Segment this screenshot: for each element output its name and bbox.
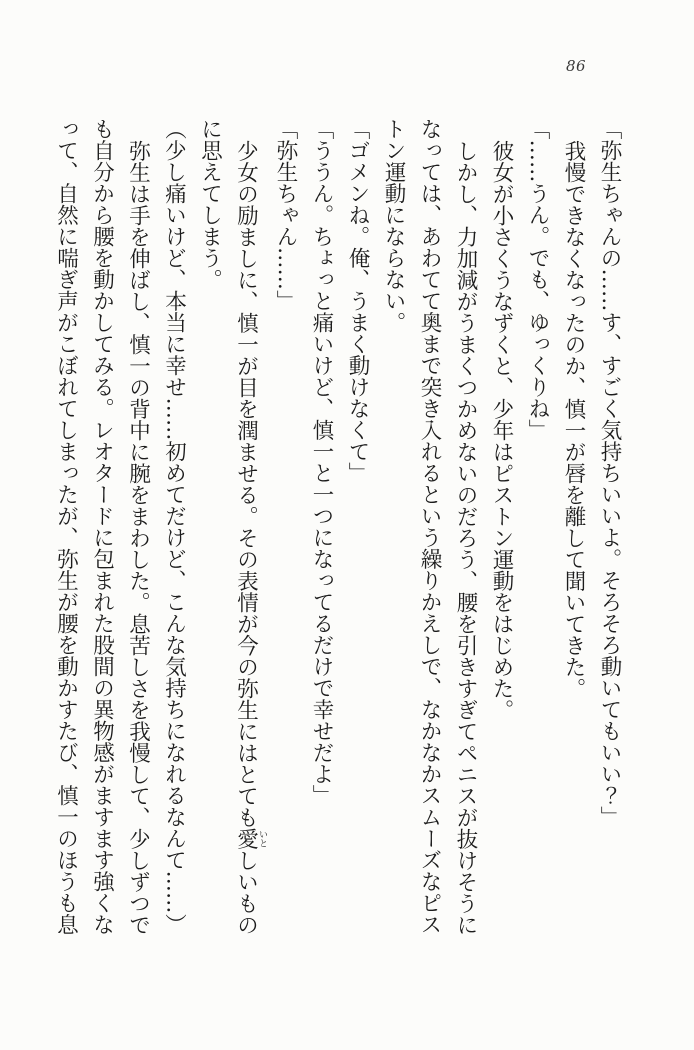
paragraph-narration-2: 彼女が小さくうなずくと、少年はピストン運動をはじめた。 <box>489 139 514 720</box>
ruby-base: 愛 <box>233 827 259 849</box>
paragraph-narration-1: 我慢できなくなったのか、慎一が唇を離して聞いてきた。 <box>561 139 586 699</box>
paragraph-dialogue-3: 「ゴメンね。俺、うまく動けなくて」 <box>345 118 370 484</box>
page-number: 86 <box>566 57 587 75</box>
paragraph-dialogue-2: 「……うん。でも、ゆっくりね」 <box>525 118 550 441</box>
paragraph-dialogue-5: 「弥生ちゃん……」 <box>273 118 298 312</box>
text-block <box>51 118 627 940</box>
narration-4-before-ruby: 少女の励ましに、慎一が目を潤ませる。その表情が今の弥生にはとても <box>233 139 259 828</box>
narration-4-after-ruby: しいものに思えてしまう。 <box>197 118 259 935</box>
paragraph-narration-5: 弥生は手を伸ばし、慎一の背中に腕をまわした。息苦しさを我慢して、少しずつでも自分から腰を動かしてみる。レオタードに包まれた股間の異物感がますます強くなって、自然に喘ぎ声がこぼれてしまったが、弥生が腰を動かすたび、慎一のほうも息 <box>53 118 151 935</box>
paragraph-narration-4 <box>192 118 268 940</box>
paragraph-dialogue-4: 「ううん。ちょっと痛いけど、慎一と一つになってるだけで幸せだよ」 <box>309 118 334 806</box>
paragraph-narration-3: しかし、力加減がうまくつかめないのだろう、腰を引きすぎてペニスが抜けそうになっては、あわてて奥まで突き入れるという繰りかえしで、なかなかスムーズなピストン運動にならない。 <box>381 118 478 935</box>
ruby-annotated-word <box>233 827 267 850</box>
paragraph-thought-1: （少し痛いけど、本当に幸せ……初めてだけど、こんな気持ちになれるなんて……） <box>161 118 187 935</box>
ruby-furigana: いと <box>257 827 267 849</box>
paragraph-dialogue-1: 「弥生ちゃんの……す、すごく気持ちいいよ。そろそろ動いてもいい？」 <box>597 118 622 828</box>
